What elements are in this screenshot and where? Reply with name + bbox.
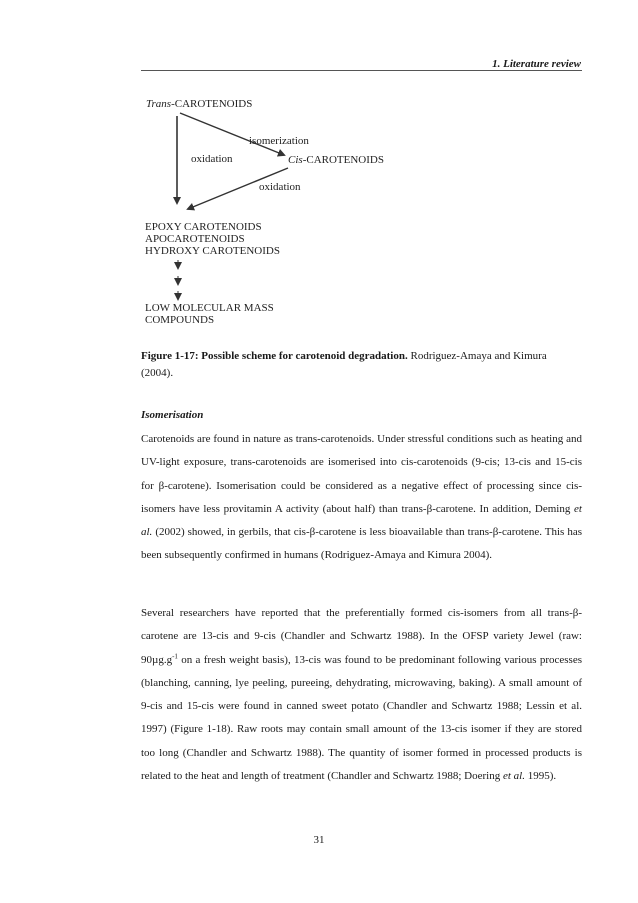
running-header: 1. Literature review	[492, 58, 581, 70]
p2-text-2: on a fresh weight basis), 13-cis was found to be predominant following various processes (blanching, canning, lye peeling, pureeing, dehydrating, microwaving, baking). A small amount of 9-cis and 15-cis were found in canned sweet potato (Chandler and Schwartz 1988; Lessin et al. 1997) (Figure 1-18). Raw roots may contain small amount of the 13-cis isomer if they are stored too long (Chandler and Schwartz 1988). The quantity of isomer formed in processed products is related to the heat and length of treatment (Chandler and Schwartz 1988; Doering	[141, 653, 582, 783]
final-product-line-2: COMPOUNDS	[145, 314, 215, 326]
p1-et-al: et al.	[141, 502, 582, 539]
paragraph-2	[141, 602, 582, 788]
p2-text-1: Several researchers have reported that the preferentially formed cis-isomers from all trans-β-carotene are 13-cis and 9-cis (Chandler and Schwartz 1988). In the OFSP variety Jewel (raw: 90µg.g	[141, 607, 582, 666]
scheme-arrows	[140, 96, 410, 336]
final-product-line-1: LOW MOLECULAR MASS	[145, 302, 274, 314]
oxidation-left-label: oxidation	[191, 153, 233, 165]
figure-caption	[141, 348, 581, 382]
cis-carotenoids-label	[288, 154, 384, 166]
product-hydroxy: HYDROXY CAROTENOIDS	[145, 245, 280, 257]
p1-text-1: Carotenoids are found in nature as trans-carotenoids. Under stressful conditions such as heating and UV-light exposure, trans-carotenoids are isomerised into cis-carotenoids (9-cis; 13-cis and 15-cis for β-carotene). Isomerisation could be considered as a negative effect of processing since cis-isomers have less provitamin A activity (about half) than trans-β-carotene. In addition, Deming	[141, 433, 582, 515]
cis-label-italic: Cis	[288, 154, 303, 166]
isomerization-arrow	[180, 113, 284, 155]
p1-text-2: (2002) showed, in gerbils, that cis-β-carotene is less bioavailable than trans-β-carotene. This has been subsequently confirmed in humans (Rodriguez-Amaya and Kimura 2004).	[141, 526, 582, 562]
degradation-scheme-figure	[140, 96, 410, 336]
trans-label-italic: Trans	[146, 98, 172, 110]
product-epoxy: EPOXY CAROTENOIDS	[145, 221, 262, 233]
trans-label-rest: -CAROTENOIDS	[171, 98, 253, 110]
caption-bold: Figure 1-17: Possible scheme for carotenoid degradation.	[141, 350, 408, 362]
trans-carotenoids-label	[146, 98, 252, 110]
page-number: 31	[313, 834, 325, 846]
section-heading: Isomerisation	[141, 409, 204, 421]
header-rule	[141, 70, 582, 71]
caption-rest: Rodriguez-Amaya and Kimura (2004).	[141, 350, 547, 379]
p2-text-3: 1995).	[524, 770, 557, 783]
paragraph-1	[141, 428, 582, 568]
product-apocarotenoids: APOCAROTENOIDS	[145, 233, 245, 245]
isomerization-label: isomerization	[249, 135, 309, 147]
p2-superscript: -1	[172, 651, 178, 660]
oxidation-right-label: oxidation	[259, 181, 301, 193]
cis-label-rest: -CAROTENOIDS	[302, 154, 384, 166]
p2-et-al: et al.	[502, 770, 525, 783]
